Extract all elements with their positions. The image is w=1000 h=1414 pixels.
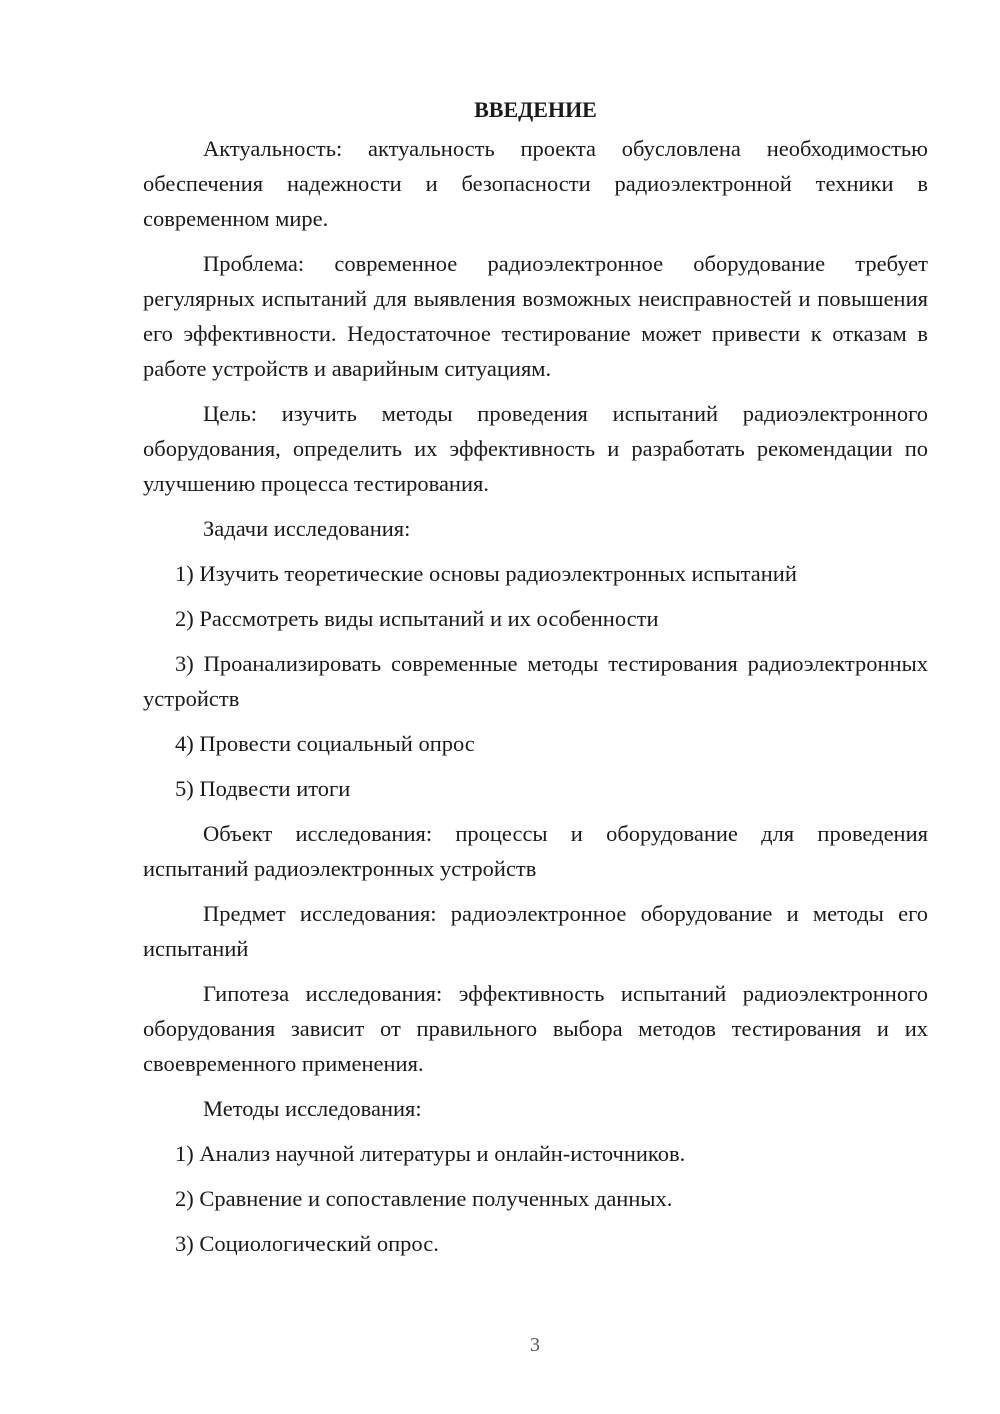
page-number: 3 — [530, 1334, 540, 1356]
problem-paragraph: Проблема: современное радиоэлектронное оборудование требует регулярных испытаний для выявления возможных неисправностей и повышения его эффективности. Недостаточное тестирование может привести к отказам в работе устройств и аварийным ситуациям. — [143, 251, 928, 381]
page-content — [143, 92, 928, 1271]
hypothesis-paragraph: Гипотеза исследования: эффективность испытаний радиоэлектронного оборудования зависит от правильного выбора методов тестирования и их своевременного применения. — [143, 981, 928, 1076]
methods-title: Методы исследования: — [203, 1096, 422, 1121]
task-item: 5) Подвести итоги — [175, 776, 351, 801]
task-item: 3) Проанализировать современные методы тестирования радиоэлектронных устройств — [143, 651, 928, 711]
subject-paragraph: Предмет исследования: радиоэлектронное оборудование и методы его испытаний — [143, 901, 928, 961]
object-paragraph: Объект исследования: процессы и оборудование для проведения испытаний радиоэлектронных устройств — [143, 821, 928, 881]
method-item: 1) Анализ научной литературы и онлайн-источников. — [175, 1141, 686, 1166]
tasks-title: Задачи исследования: — [203, 516, 411, 541]
method-item: 3) Социологический опрос. — [175, 1231, 439, 1256]
task-item: 1) Изучить теоретические основы радиоэлектронных испытаний — [175, 561, 797, 586]
task-item: 4) Провести социальный опрос — [175, 731, 475, 756]
task-item: 2) Рассмотреть виды испытаний и их особенности — [175, 606, 659, 631]
goal-paragraph: Цель: изучить методы проведения испытаний радиоэлектронного оборудования, определить их эффективность и разработать рекомендации по улучшению процесса тестирования. — [143, 401, 928, 496]
method-item: 2) Сравнение и сопоставление полученных данных. — [175, 1186, 673, 1211]
relevance-paragraph: Актуальность: актуальность проекта обусловлена необходимостью обеспечения надежности и безопасности радиоэлектронной техники в современном мире. — [143, 136, 928, 231]
section-heading: ВВЕДЕНИЕ — [474, 97, 597, 122]
